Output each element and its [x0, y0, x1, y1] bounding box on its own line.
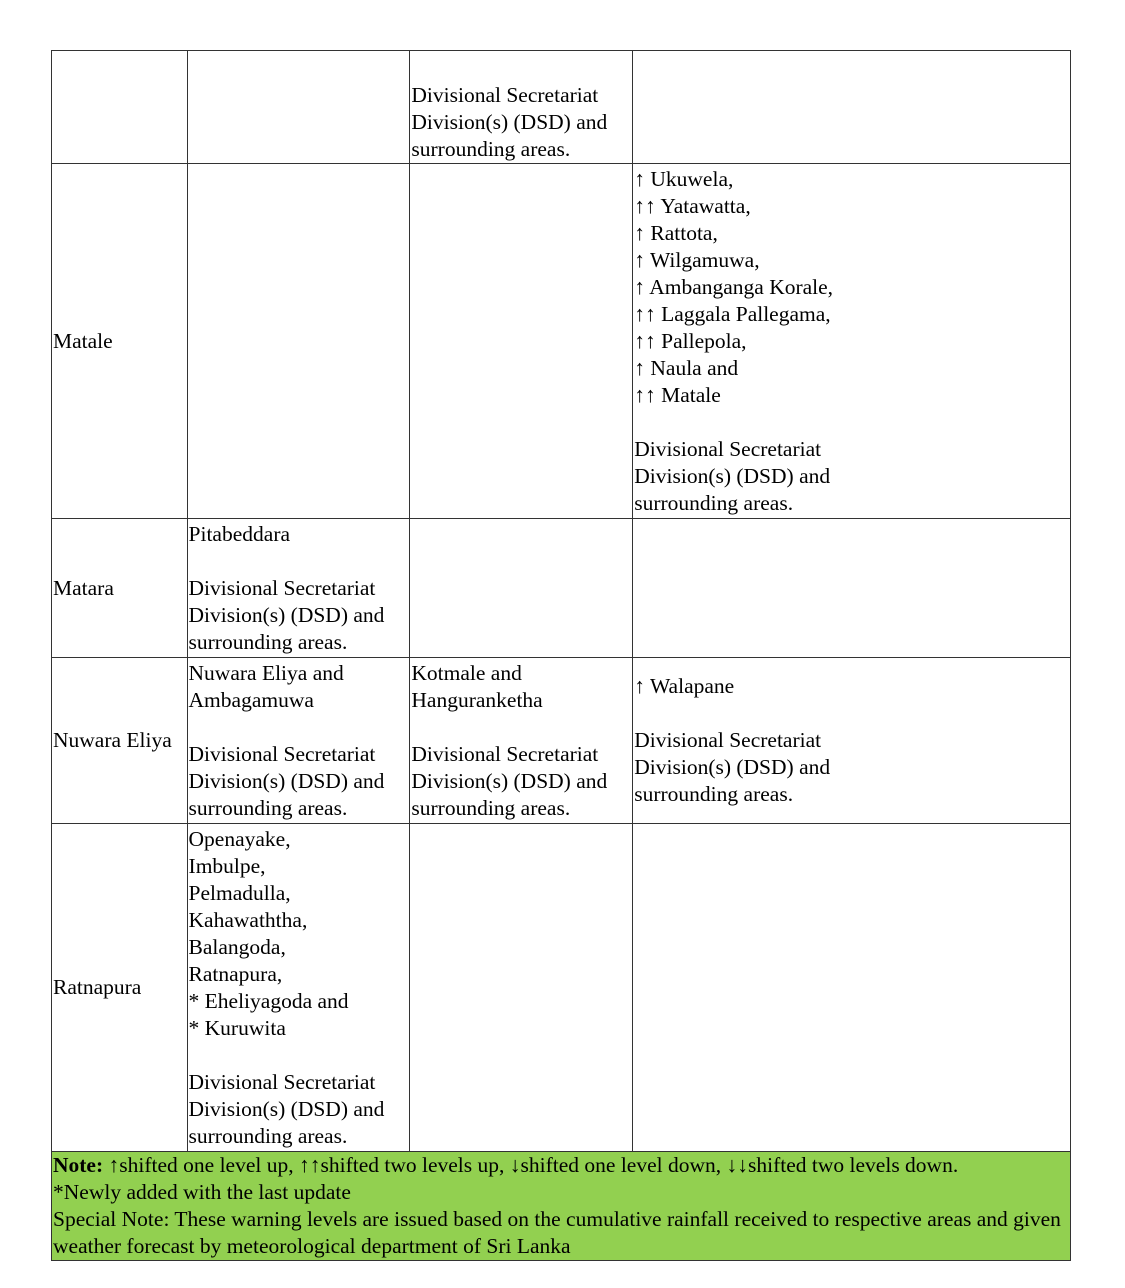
- district-cell: [52, 51, 188, 164]
- note-legend-text: ↑shifted one level up, ↑↑shifted two levels up, ↓shifted one level down, ↓↓shifted two levels down.: [103, 1153, 959, 1177]
- note-label: Note:: [53, 1153, 104, 1177]
- level-cell: ↑ Ukuwela, ↑↑ Yatawatta, ↑ Rattota, ↑ Wilgamuwa, ↑ Ambanganga Korale, ↑↑ Laggala Pallegama, ↑↑ Pallepola, ↑ Naula and ↑↑ Matale Divisional Secretariat Division(s) (DSD) and surrounding areas.: [633, 164, 1071, 519]
- level-cell: Pitabeddara Divisional Secretariat Division(s) (DSD) and surrounding areas.: [187, 519, 410, 658]
- level-cell: [410, 824, 633, 1152]
- district-cell: Matara: [52, 519, 188, 658]
- level-cell: [410, 519, 633, 658]
- note-cell: [52, 1152, 1071, 1261]
- note-special: Special Note: These warning levels are issued based on the cumulative rainfall received to respective areas and given weather forecast by meteorological department of Sri Lanka: [53, 1207, 1061, 1258]
- level-cell: [633, 824, 1071, 1152]
- district-cell: Nuwara Eliya: [52, 658, 188, 824]
- level-cell: [187, 51, 410, 164]
- note-newly-added: *Newly added with the last update: [53, 1180, 351, 1204]
- table-row: [52, 824, 1071, 1152]
- level-cell: Divisional Secretariat Division(s) (DSD) and surrounding areas.: [410, 51, 633, 164]
- table-row: [52, 658, 1071, 824]
- level-cell: ↑ Walapane Divisional Secretariat Division(s) (DSD) and surrounding areas.: [633, 658, 1071, 824]
- level-cell: [633, 51, 1071, 164]
- table-row: [52, 51, 1071, 164]
- warning-levels-table: [51, 50, 1071, 1261]
- level-cell: Nuwara Eliya and Ambagamuwa Divisional Secretariat Division(s) (DSD) and surrounding areas.: [187, 658, 410, 824]
- level-cell: Kotmale and Hanguranketha Divisional Secretariat Division(s) (DSD) and surrounding areas.: [410, 658, 633, 824]
- table-row: [52, 519, 1071, 658]
- district-cell: Ratnapura: [52, 824, 188, 1152]
- level-cell: [633, 519, 1071, 658]
- level-cell: [410, 164, 633, 519]
- district-cell: Matale: [52, 164, 188, 519]
- level-cell: Openayake, Imbulpe, Pelmadulla, Kahawaththa, Balangoda, Ratnapura, * Eheliyagoda and * Kuruwita Divisional Secretariat Division(s) (DSD) and surrounding areas.: [187, 824, 410, 1152]
- level-cell: [187, 164, 410, 519]
- note-legend: [53, 1152, 1070, 1179]
- table-row: [52, 164, 1071, 519]
- note-row: [52, 1152, 1071, 1261]
